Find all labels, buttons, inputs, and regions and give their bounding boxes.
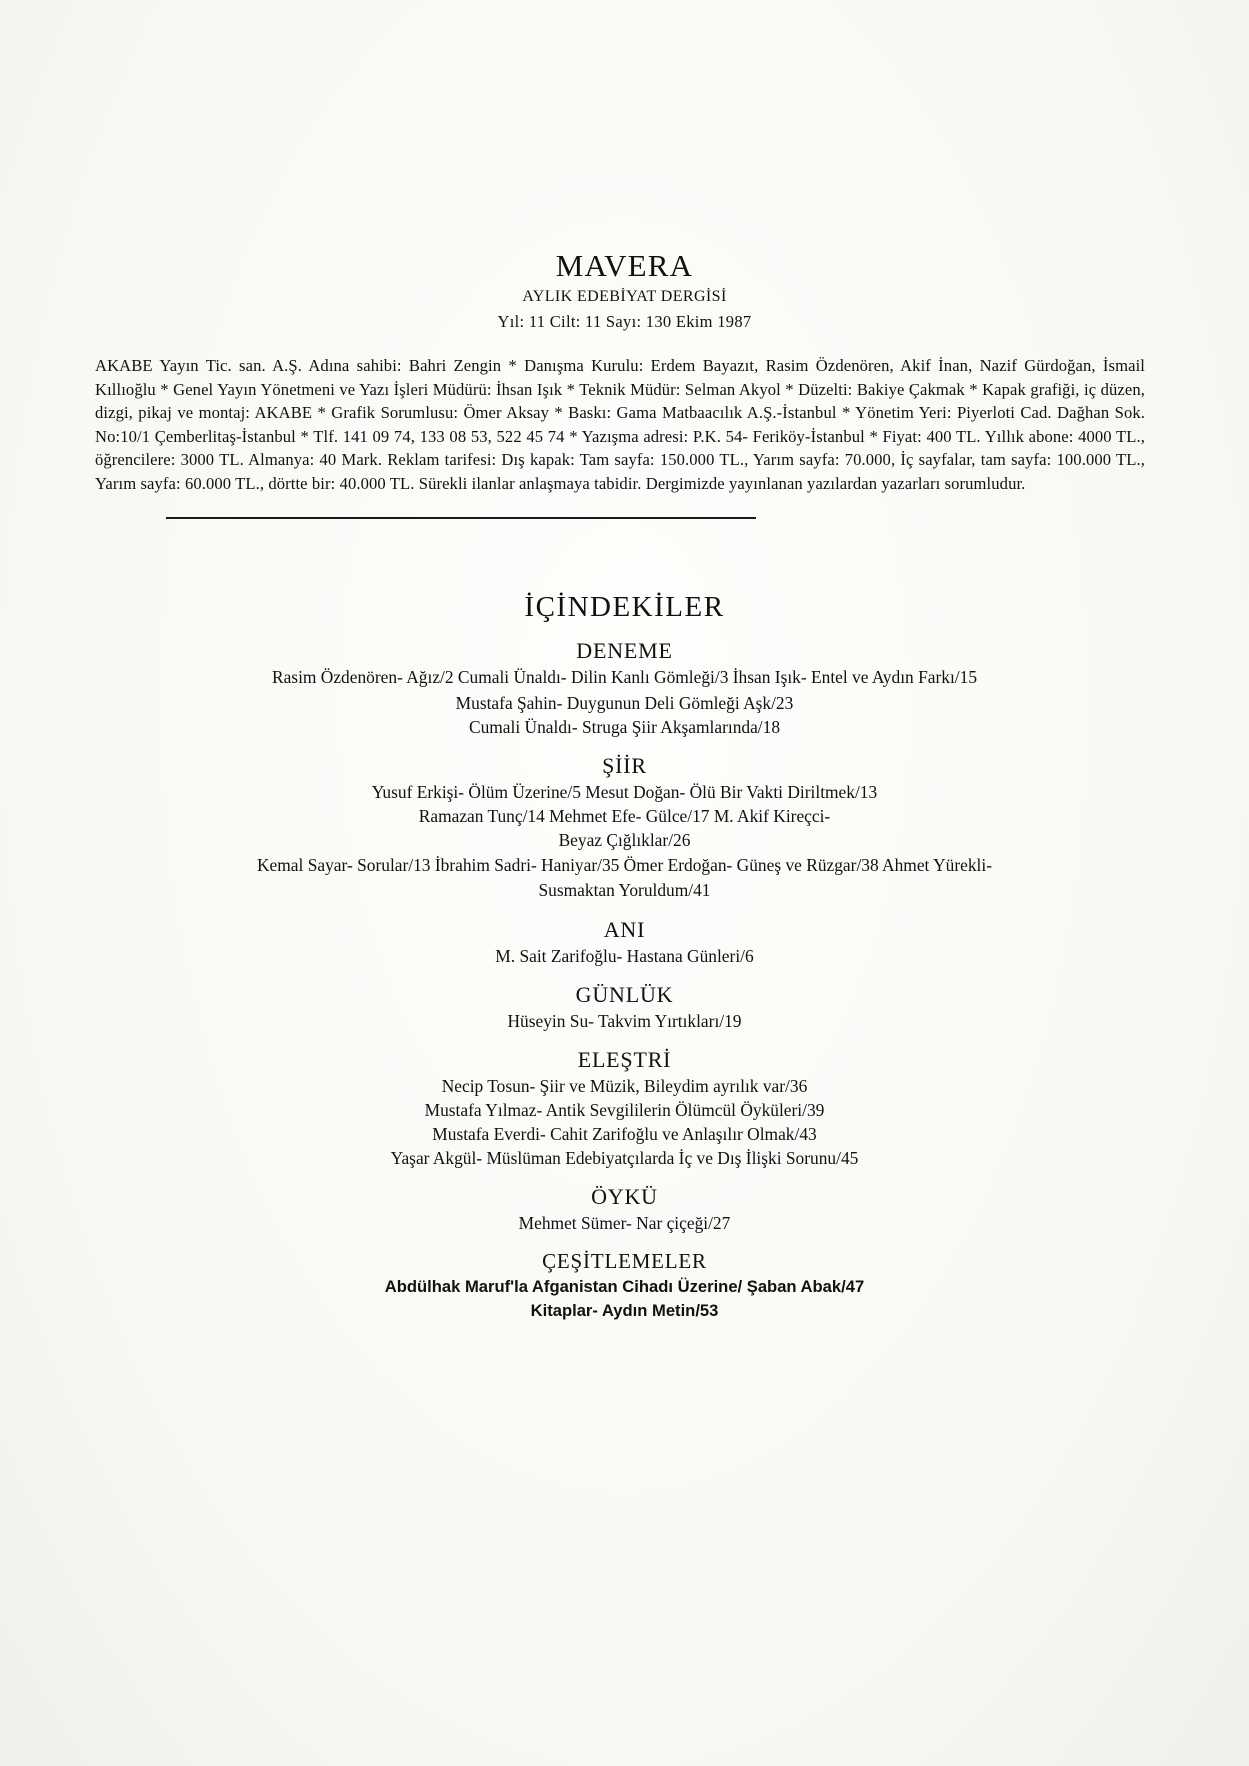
toc-heading: İÇİNDEKİLER	[524, 591, 725, 624]
toc-entry: Susmaktan Yoruldum/41	[538, 880, 711, 901]
toc-entry: Mustafa Şahin- Duygunun Deli Gömleği Aşk/23	[455, 692, 794, 713]
section-heading-elestri: ELEŞTRİ	[577, 1046, 672, 1072]
section-heading-oyku: ÖYKÜ	[591, 1184, 658, 1210]
section-heading-cesitlemeler: ÇEŞİTLEMELER	[542, 1249, 707, 1274]
issue-line: Yıl: 11 Cilt: 11 Sayı: 130 Ekim 1987	[497, 312, 752, 331]
colophon-text: AKABE Yayın Tic. san. A.Ş. Adına sahibi: Bahri Zengin * Danışma Kurulu: Erdem Bayazıt, Rasim Özdenören, Akif İnan, Nazif Gürdoğan, İsmail Kıllıoğlu * Genel Yayın Yönetmeni ve Yazı İşleri Müdürü: İhsan Işık * Teknik Müdür: Selman Akyol * Düzelti: Bakiye Çakmak * Kapak grafiği, iç düzen, dizgi, pikaj ve montaj: AKABE * Grafik Sorumlusu: Ömer Aksay * Baskı: Gama Matbaacılık A.Ş.-İstanbul * Yönetim Yeri: Piyerloti Cad. Dağhan Sok. No:10/1 Çemberlitaş-İstanbul * Tlf. 141 09 74, 133 08 53, 522 45 74 * Yazışma adresi: P.K. 54- Feriköy-İstanbul * Fiyat: 400 TL. Yıllık abone: 4000 TL., öğrencilere: 3000 TL. Almanya: 40 Mark. Reklam tarifesi: Dış kapak: Tam sayfa: 150.000 TL., Yarım sayfa: 70.000, İç sayfalar, tam sayfa: 100.000 TL., Yarım sayfa: 60.000 TL., dörtte bir: 40.000 TL. Sürekli ilanlar anlaşmaya tabidir. Dergimizde yayınlanan yazılardan yazarları sorumludur.	[95, 356, 1145, 493]
horizontal-rule	[166, 517, 756, 519]
toc-entry: Beyaz Çığlıklar/26	[558, 830, 691, 851]
toc-entry: Yaşar Akgül- Müslüman Edebiyatçılarda İç ve Dış İlişki Sorunu/45	[390, 1148, 859, 1169]
toc-entry: Mehmet Sümer- Nar çiçeği/27	[518, 1213, 731, 1234]
toc-entry: Kitaplar- Aydın Metin/53	[530, 1300, 719, 1320]
toc-entry: Hüseyin Su- Takvim Yırtıkları/19	[507, 1010, 742, 1031]
toc-entry: Abdülhak Maruf'la Afganistan Cihadı Üzerine/ Şaban Abak/47	[384, 1277, 865, 1297]
toc-entry: Mustafa Everdi- Cahit Zarifoğlu ve Anlaşılır Olmak/43	[432, 1124, 817, 1145]
magazine-subtitle: AYLIK EDEBİYAT DERGİSİ	[522, 288, 727, 305]
toc-entry: Cumali Ünaldı- Struga Şiir Akşamlarında/18	[468, 716, 781, 737]
toc-entry: Rasim Özdenören- Ağız/2 Cumali Ünaldı- Dilin Kanlı Gömleği/3 İhsan Işık- Entel ve Aydın Farkı/15	[271, 667, 978, 688]
magazine-title: MAVERA	[555, 248, 694, 283]
section-heading-gunluk: GÜNLÜK	[575, 981, 674, 1007]
section-heading-siir: ŞİİR	[602, 752, 647, 778]
toc-entry: M. Sait Zarifoğlu- Hastana Günleri/6	[495, 945, 754, 966]
toc-entry: Mustafa Yılmaz- Antik Sevgililerin Ölümcül Öyküleri/39	[424, 1099, 825, 1120]
toc-body	[0, 638, 1249, 1321]
toc-entry: Yusuf Erkişi- Ölüm Üzerine/5 Mesut Doğan- Ölü Bir Vakti Diriltmek/13	[371, 781, 878, 802]
masthead	[0, 248, 1249, 332]
toc-entry: Necip Tosun- Şiir ve Müzik, Bileydim ayrılık var/36	[441, 1075, 808, 1096]
section-heading-ani: ANI	[603, 916, 646, 942]
section-heading-deneme: DENEME	[576, 638, 673, 664]
toc-entry: Ramazan Tunç/14 Mehmet Efe- Gülce/17 M. Akif Kireçci-	[418, 805, 831, 826]
toc-entry: Kemal Sayar- Sorular/13 İbrahim Sadri- Haniyar/35 Ömer Erdoğan- Güneş ve Rüzgar/38 Ahmet Yürekli-	[257, 855, 992, 876]
